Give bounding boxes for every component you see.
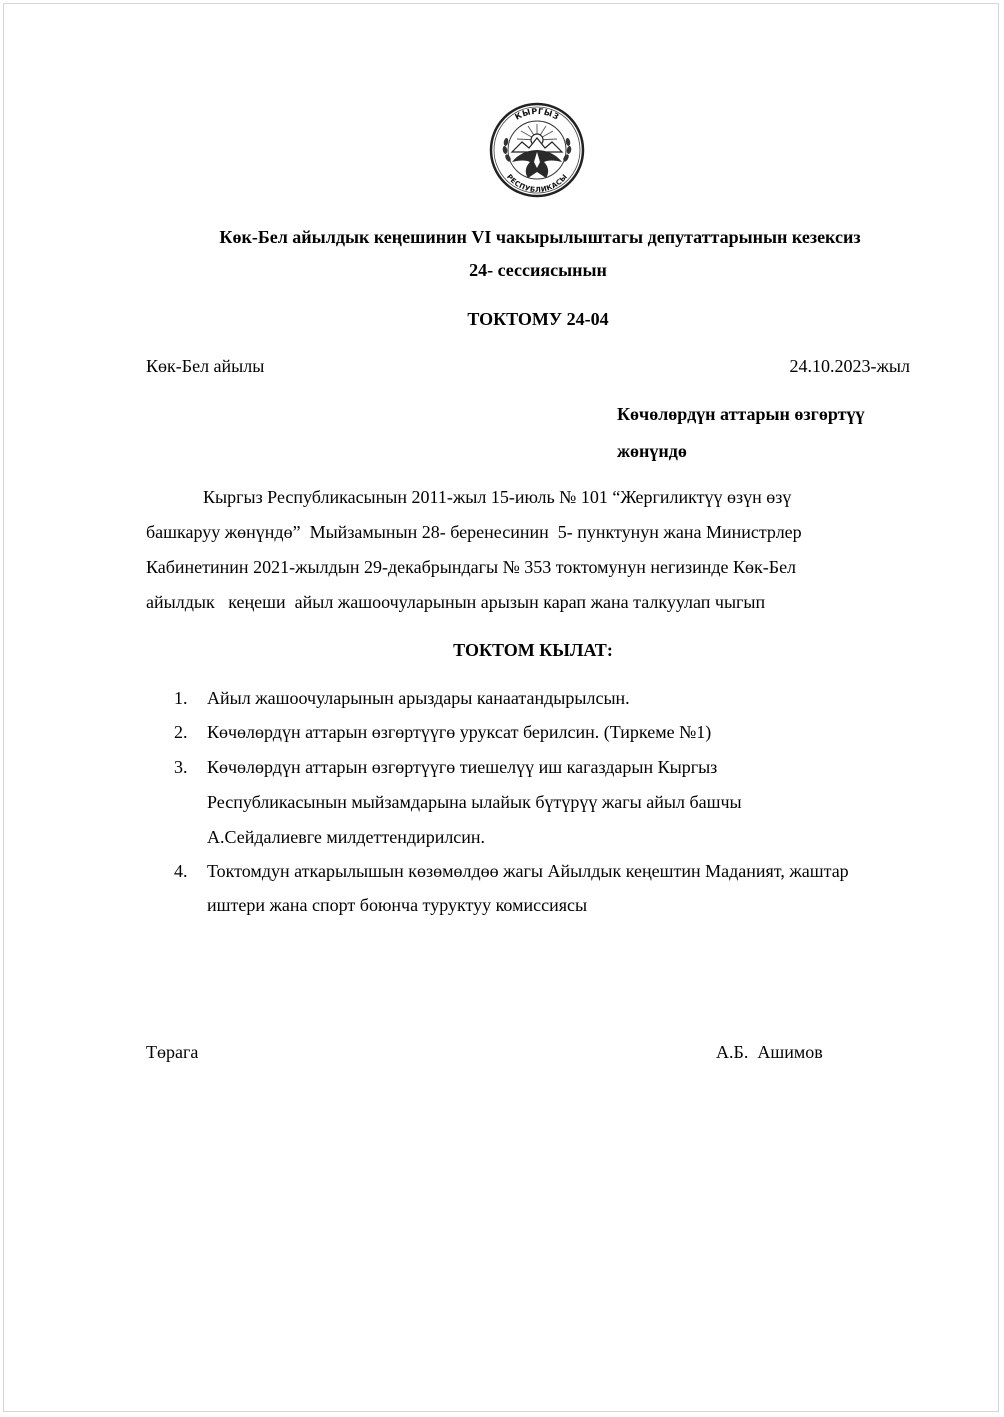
list-item-number: 4.	[174, 861, 188, 881]
list-item-text: Көчөлөрдүн аттарын өзгөртүүгө уруксат берилсин. (Тиркеме №1)	[207, 722, 712, 742]
list-item-number: 1.	[174, 688, 188, 708]
subject-line-1: Көчөлөрдүн аттарын өзгөртүү	[617, 404, 865, 424]
state-emblem-icon	[484, 102, 590, 198]
list-item-number: 3.	[174, 757, 188, 777]
preamble-line-1: Кыргыз Республикасынын 2011-жыл 15-июль № 101 “Жергиликтүү өзүн өзү	[203, 487, 792, 507]
emblem-top-text: КЫРГЫЗ	[513, 106, 561, 122]
signatory-name: А.Б. Ашимов	[716, 1042, 823, 1062]
session-title: Көк-Бел айылдык кеңешинин VI чакырылыштагы депутаттарынын кезексиз	[219, 227, 861, 247]
preamble-line-4: айылдык кеңеши айыл жашоочуларынын арызын карап жана талкуулап чыгып	[146, 592, 766, 612]
place: Көк-Бел айылы	[146, 356, 265, 376]
list-item-text: Республикасынын мыйзамдарына ылайык бүтүрүү жагы айыл башчы	[207, 792, 742, 812]
list-item-number: 2.	[174, 722, 188, 742]
list-item-text: Көчөлөрдүн аттарын өзгөртүүгө тиешелүү иш кагаздарын Кыргыз	[207, 757, 718, 777]
session-number: 24- сессиясынын	[469, 260, 607, 280]
preamble-line-3: Кабинетинин 2021-жылдын 29-декабрындагы № 353 токтомунун негизинде Көк-Бел	[146, 557, 797, 577]
date: 24.10.2023-жыл	[789, 356, 910, 376]
resolve-heading: ТОКТОМ КЫЛАТ:	[453, 640, 613, 660]
list-item-text: иштери жана спорт боюнча туруктуу комиссиясы	[207, 895, 588, 915]
preamble-line-2: башкаруу жөнүндө” Мыйзамынын 28- беренесинин 5- пунктунун жана Министрлер	[146, 522, 802, 542]
svg-text:КЫРГЫЗ	[513, 107, 560, 122]
signatory-role: Төрага	[146, 1042, 199, 1062]
list-item-text: Токтомдун аткарылышын көзөмөлдөө жагы Айылдык кеңештин Маданият, жаштар	[207, 861, 849, 881]
subject-line-2: жөнүндө	[617, 441, 687, 461]
resolution-number: ТОКТОМУ 24-04	[467, 309, 609, 329]
list-item-text: А.Сейдалиевге милдеттендирилсин.	[207, 827, 486, 847]
emblem-bottom-text: РЕСПУБЛИКАСЫ	[504, 172, 570, 195]
list-item-text: Айыл жашоочуларынын арыздары канаатандырылсын.	[207, 688, 630, 708]
